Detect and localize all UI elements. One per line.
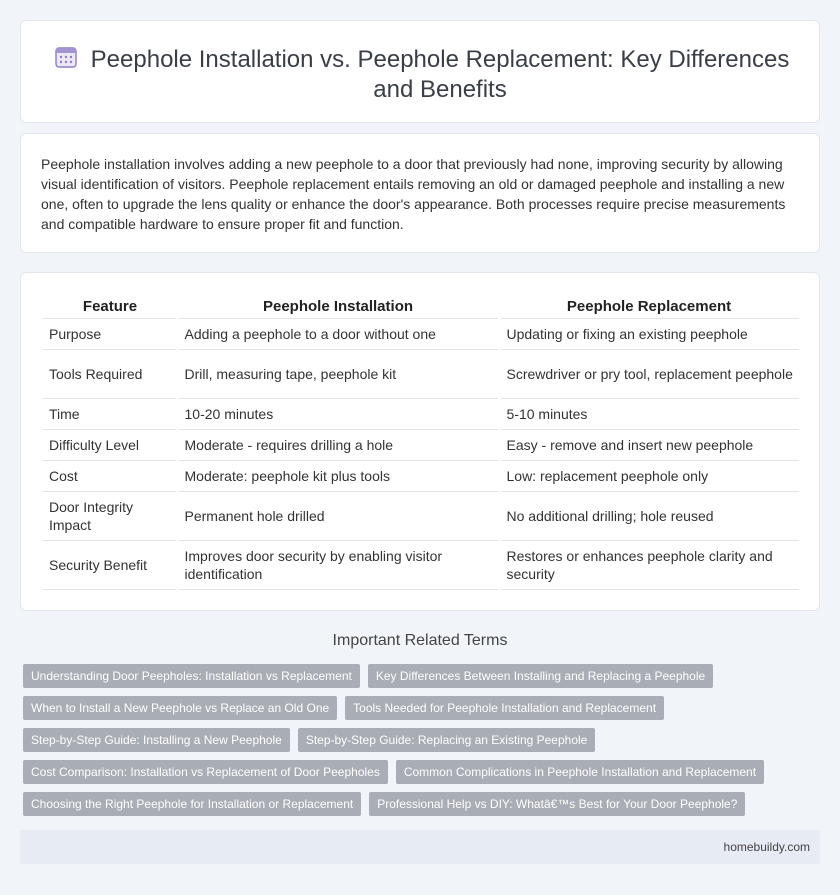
title-card xyxy=(20,20,820,123)
table-cell: Easy - remove and insert new peephole xyxy=(499,430,799,461)
comparison-table xyxy=(43,295,799,590)
table-cell: Permanent hole drilled xyxy=(177,492,499,541)
related-terms-heading: Important Related Terms xyxy=(332,632,508,649)
table-cell: Difficulty Level xyxy=(43,430,177,461)
table-cell: No additional drilling; hole reused xyxy=(499,492,799,541)
table-row xyxy=(43,319,799,350)
table-cell: Purpose xyxy=(43,319,177,350)
related-term-tag[interactable]: Key Differences Between Installing and Replacing a Peephole xyxy=(368,664,713,688)
intro-text: Peephole installation involves adding a new peephole to a door that previously had none, improving security by allowing visual identification of visitors. Peephole replacement entails removing an old or damaged peephole and installing a new one, often to upgrade the lens quality or enhance the door's appearance. Both processes require precise measurements and compatible hardware to ensure proper fit and function. xyxy=(41,156,786,232)
table-cell: Drill, measuring tape, peephole kit xyxy=(177,350,499,399)
related-term-tag[interactable]: Tools Needed for Peephole Installation and Replacement xyxy=(345,696,664,720)
table-row xyxy=(43,350,799,399)
related-term-tag[interactable]: Understanding Door Peepholes: Installation vs Replacement xyxy=(23,664,360,688)
table-row xyxy=(43,461,799,492)
table-cell: Restores or enhances peephole clarity and security xyxy=(499,541,799,590)
footer xyxy=(20,830,820,864)
related-term-tag[interactable]: Step-by-Step Guide: Installing a New Peephole xyxy=(23,728,290,752)
related-term-tag[interactable]: Professional Help vs DIY: Whatâ€™s Best for Your Door Peephole? xyxy=(369,792,745,816)
page-title: Peephole Installation vs. Peephole Replacement: Key Differences and Benefits xyxy=(90,46,790,103)
related-terms-list xyxy=(23,664,803,824)
table-cell: Low: replacement peephole only xyxy=(499,461,799,492)
table-row xyxy=(43,541,799,590)
table-row xyxy=(43,492,799,541)
table-cell: Time xyxy=(43,399,177,430)
column-header: Peephole Installation xyxy=(177,295,499,319)
related-term-tag[interactable]: Cost Comparison: Installation vs Replacement of Door Peepholes xyxy=(23,760,388,784)
table-row xyxy=(43,399,799,430)
table-cell: Moderate: peephole kit plus tools xyxy=(177,461,499,492)
table-cell: Door Integrity Impact xyxy=(43,492,177,541)
table-cell: Improves door security by enabling visitor identification xyxy=(177,541,499,590)
column-header: Feature xyxy=(43,295,177,319)
intro-card xyxy=(20,133,820,253)
column-header: Peephole Replacement xyxy=(499,295,799,319)
related-term-tag[interactable]: When to Install a New Peephole vs Replace an Old One xyxy=(23,696,337,720)
footer-site-link[interactable]: homebuildy.com xyxy=(723,840,810,854)
table-header-row xyxy=(43,295,799,319)
comparison-card xyxy=(20,272,820,611)
related-term-tag[interactable]: Step-by-Step Guide: Replacing an Existing Peephole xyxy=(298,728,596,752)
table-cell: Screwdriver or pry tool, replacement peephole xyxy=(499,350,799,399)
table-cell: 5-10 minutes xyxy=(499,399,799,430)
table-cell: Cost xyxy=(43,461,177,492)
table-cell: Updating or fixing an existing peephole xyxy=(499,319,799,350)
table-cell: Adding a peephole to a door without one xyxy=(177,319,499,350)
related-term-tag[interactable]: Common Complications in Peephole Installation and Replacement xyxy=(396,760,764,784)
table-cell: Moderate - requires drilling a hole xyxy=(177,430,499,461)
table-cell: Tools Required xyxy=(43,350,177,399)
table-cell: Security Benefit xyxy=(43,541,177,590)
table-cell: 10-20 minutes xyxy=(177,399,499,430)
related-term-tag[interactable]: Choosing the Right Peephole for Installation or Replacement xyxy=(23,792,361,816)
table-row xyxy=(43,430,799,461)
